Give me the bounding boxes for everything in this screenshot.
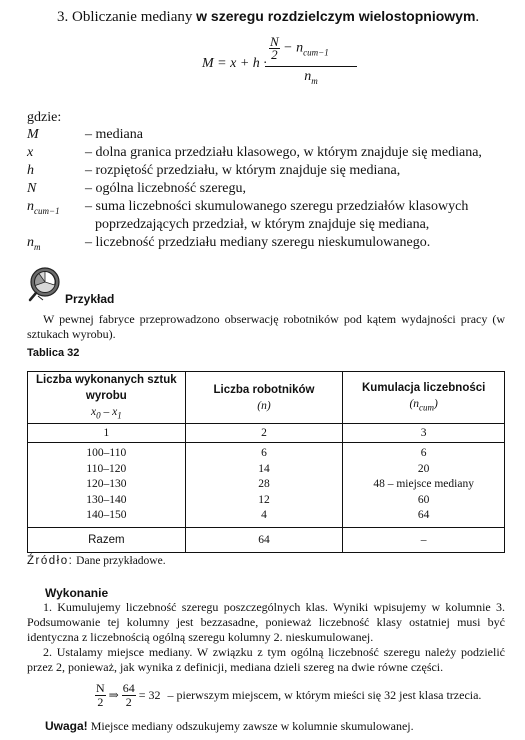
table-header-row [28,372,505,424]
table-row: 14 [258,462,270,475]
ranges-cell [28,443,186,528]
data-table [27,371,505,553]
table-row: 20 [417,462,430,475]
table-body-row [28,443,505,528]
header-units: Liczba wykonanych sztuk wyrobu $x_0 - x_1$ [28,372,186,424]
formula-denominator: $n_m$ [304,69,318,86]
table-row: 120–130 [86,478,127,491]
table-row: 48 – miejsce mediany [373,478,474,491]
definition-item: x – dolna granica przedziału klasowego, w którym znajduje się mediana, [27,145,482,160]
table-row: 6 [420,447,427,460]
median-formula [202,36,362,92]
table-row: 6 [261,447,267,460]
table-row: 100–110 [86,447,127,460]
example-intro: W pewnej fabryce przeprowadzono obserwację robotników pod kątem wydajności pracy (w sztukach wyrobu). [27,312,505,341]
counts-cell [185,443,343,528]
cumulative-cell [343,443,505,528]
median-position-equation: $\frac{N}{2}$ ⇒ $\frac{64}{2}$ = 32 – pierwszym miejscem, w którym mieści się 32 jest klasa trzecia. [96,681,482,709]
definition-item: $n_m$ – liczebność przedziału mediany szeregu nieskumulowanego. [27,235,431,252]
table-row: 28 [258,478,270,491]
definition-item: M – mediana [27,127,143,142]
header-cumulative: Kumulacja liczebności $(n_{cum})$ [343,372,505,424]
table-row: 140–150 [86,509,127,522]
formula-numerator: $\frac{N}{2}$ − $n_{cum-1}$ [270,34,329,62]
formula-n-over-2: $\frac{N}{2}$ [270,34,279,62]
table-caption: Tablica 32 [27,347,80,359]
table-row: 110–120 [86,462,127,475]
definitions-list [27,126,505,252]
table-column-number-row: 1 2 3 [28,424,505,443]
source-note: Źródło: Dane przykładowe. [27,555,166,567]
example-label: Przykład [65,292,115,306]
magnifier-pie-chart-icon [27,266,63,302]
solution-step-2: 2. Ustalamy miejsce mediany. W związku z tym ogólną liczebność szeregu należy podzielić przez 2, ponieważ, jak wynika z definicji, mediana dzieli szereg na dwie równe części. [27,645,505,674]
definition-item: $n_{cum-1}$ – suma liczebności skumulowanego szeregu przedziałów klasowych poprzedzających przedział, w którym znajduje się mediana, [27,199,469,232]
table-row: 4 [261,509,267,522]
table-row: 64 [417,509,430,522]
solution-step-1: 1. Kumulujemy liczebność szeregu poszczególnych klas. Wyniki wpisujemy w kolumnie 3. Podsumowanie tej kolumny jest bezzasadne, ponieważ liczebność klasy ostatniej musi być identyczna z liczebnością ogólną szeregu kolumny 2. nieskumulowanej. [27,600,505,644]
formula-fraction-bar [265,66,357,67]
header-workers: Liczba robotników (n) [185,372,343,424]
definition-item: N – ogólna liczebność szeregu, [27,181,246,196]
gdzie-label: gdzie: [27,110,62,125]
definition-item: h – rozpiętość przedziału, w którym znajduje się mediana, [27,163,401,178]
formula-lhs: M = x + h · [202,56,267,71]
section-heading: 3. Obliczanie mediany w szeregu rozdzielczym wielostopniowym. [57,8,480,25]
heading-bold: w szeregu rozdzielczym wielostopniowym [196,8,476,24]
table-row: 60 [417,493,430,506]
solution-title: Wykonanie [45,586,109,600]
table-sum-row: Razem 64 – [28,527,505,552]
table-row: 130–140 [86,493,127,506]
note: Uwaga! Miejsce mediany odszukujemy zawsze w kolumnie skumulowanej. [45,719,414,733]
table-row: 12 [258,493,270,506]
